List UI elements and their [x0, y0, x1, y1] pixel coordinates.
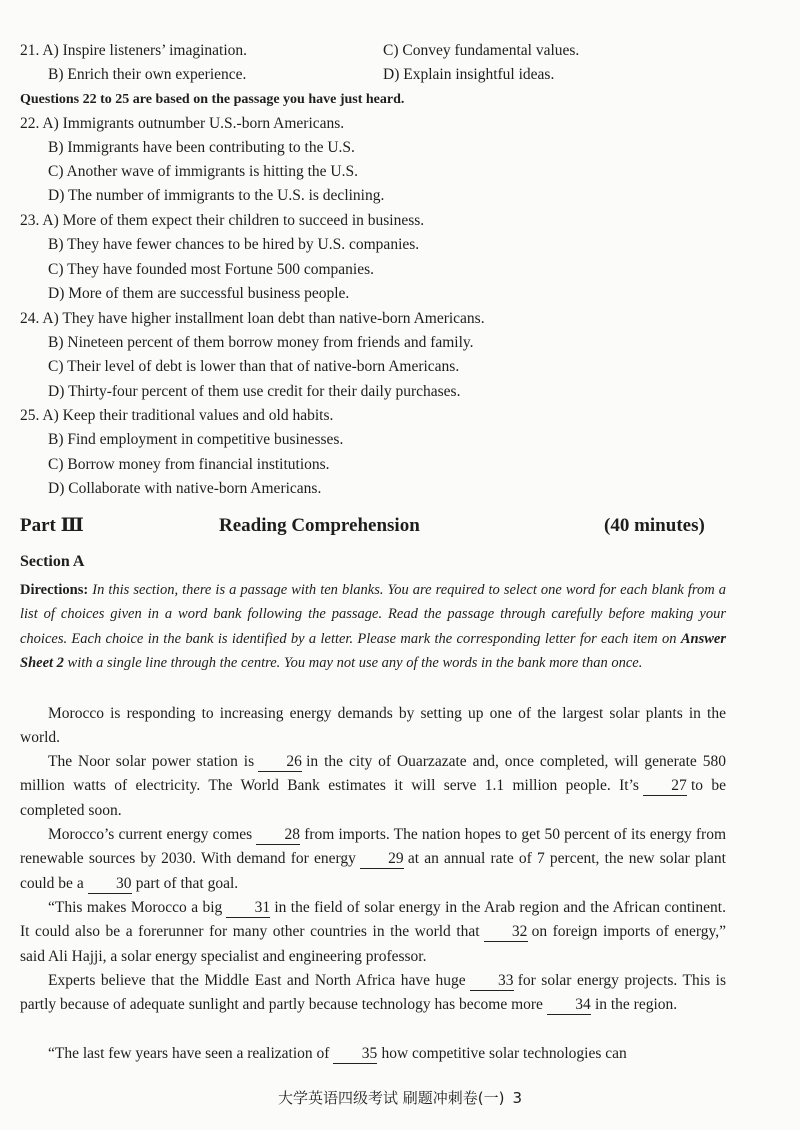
answer-sheet-ref: Answer Sheet 2	[20, 630, 726, 671]
page-number: 3	[512, 1089, 523, 1107]
directions-label: Directions:	[20, 582, 89, 598]
p3-text-d: part of that goal.	[135, 874, 239, 892]
blank-30[interactable]: 30	[88, 875, 132, 894]
blank-32[interactable]: 32	[484, 923, 528, 942]
p3-text-a: Morocco’s current energy comes	[48, 826, 253, 843]
directions	[20, 578, 726, 675]
p4-text-c: on foreign imports of energy,” said Ali Hajji, a solar energy specialist and engineering professor.	[20, 923, 726, 965]
q22-option-a: 22. A) Immigrants outnumber U.S.-born Americans.	[20, 115, 345, 132]
blank-31[interactable]: 31	[226, 899, 270, 918]
q22-option-c: C) Another wave of immigrants is hitting the U.S.	[48, 163, 358, 180]
p3-text-c: at an annual rate of 7 percent, the new solar plant could be a	[20, 850, 726, 892]
blank-26[interactable]: 26	[258, 753, 302, 772]
blank-35[interactable]: 35	[333, 1045, 377, 1064]
q22-option-d: D) The number of immigrants to the U.S. is declining.	[48, 187, 385, 204]
q24-option-d: D) Thirty-four percent of them use credit for their daily purchases.	[48, 383, 461, 400]
q24-option-b: B) Nineteen percent of them borrow money from friends and family.	[48, 334, 474, 351]
page-footer	[0, 1087, 800, 1108]
p2-text-c: to be completed soon.	[20, 777, 727, 819]
q23-option-b: B) They have fewer chances to be hired by U.S. companies.	[48, 236, 420, 253]
paragraph-2	[20, 750, 726, 823]
part-label: Part Ⅲ	[20, 515, 84, 536]
q21-option-b: B) Enrich their own experience.	[48, 66, 247, 83]
blank-27[interactable]: 27	[643, 777, 687, 796]
blank-29[interactable]: 29	[360, 850, 404, 869]
q25-option-d: D) Collaborate with native-born Americans.	[48, 480, 322, 497]
part-title: Reading Comprehension	[219, 515, 420, 536]
paragraph-3	[20, 823, 726, 896]
p3-text-b: from imports. The nation hopes to get 50 percent of its energy from renewable sources by 2030. With demand for energy	[20, 826, 727, 868]
directions-text-2: with a single line through the centre. You may not use any of the words in the bank more than once.	[63, 654, 643, 671]
p2-text-a: The Noor solar power station is	[48, 753, 255, 770]
p4-text-a: “This makes Morocco a big	[48, 899, 223, 916]
q24-option-a: 24. A) They have higher installment loan debt than native-born Americans.	[20, 310, 485, 327]
blank-33[interactable]: 33	[470, 972, 514, 991]
q21-option-c: C) Convey fundamental values.	[383, 42, 580, 59]
q25-option-c: C) Borrow money from financial institutions.	[48, 456, 330, 473]
q23-option-d: D) More of them are successful business people.	[48, 285, 350, 302]
paragraph-6	[20, 1042, 726, 1066]
p2-text-b: in the city of Ouarzazate and, once completed, will generate 580 million watts of electricity. The World Bank estimates it will serve 1.1 million people. It’s	[20, 753, 726, 795]
p6-text-b: how competitive solar technologies can	[381, 1045, 627, 1062]
q25-option-b: B) Find employment in competitive businesses.	[48, 431, 344, 448]
directions-text-1: In this section, there is a passage with ten blanks. You are required to select one word for each blank from a list of choices given in a word bank following the passage. Read the passage through carefully before making your choices. Each choice in the bank is identified by a letter. Please mark the corresponding letter for each item on	[20, 582, 726, 647]
p4-text-b: in the field of solar energy in the Arab region and the African continent. It could also be a forerunner for many other countries in the world that	[20, 899, 726, 941]
footer-title: 大学英语四级考试 刷题冲刺卷(一)	[277, 1089, 505, 1107]
q22-option-b: B) Immigrants have been contributing to the U.S.	[48, 139, 355, 156]
q21-option-a: 21. A) Inspire listeners’ imagination.	[20, 42, 247, 59]
part-time: (40 minutes)	[604, 515, 705, 536]
p5-text-a: Experts believe that the Middle East and North Africa have huge	[48, 972, 466, 989]
p5-text-b: for solar energy projects. This is partly because of adequate sunlight and partly because technology has become more	[20, 972, 726, 1014]
q23-option-a: 23. A) More of them expect their children to succeed in business.	[20, 212, 425, 229]
p6-text-a: “The last few years have seen a realization of	[48, 1045, 330, 1062]
blank-28[interactable]: 28	[256, 826, 300, 845]
paragraph-5	[20, 969, 726, 1018]
section-heading: Section A	[20, 553, 85, 570]
q25-option-a: 25. A) Keep their traditional values and old habits.	[20, 407, 334, 424]
passage-note: Questions 22 to 25 are based on the passage you have just heard.	[20, 92, 405, 107]
blank-34[interactable]: 34	[547, 996, 591, 1015]
q24-option-c: C) Their level of debt is lower than that of native-born Americans.	[48, 358, 460, 375]
q23-option-c: C) They have founded most Fortune 500 companies.	[48, 261, 375, 278]
paragraph-1: Morocco is responding to increasing energy demands by setting up one of the largest solar plants in the world.	[20, 705, 726, 747]
q21-option-d: D) Explain insightful ideas.	[383, 66, 555, 83]
paragraph-4	[20, 896, 726, 969]
p5-text-c: in the region.	[594, 996, 678, 1014]
